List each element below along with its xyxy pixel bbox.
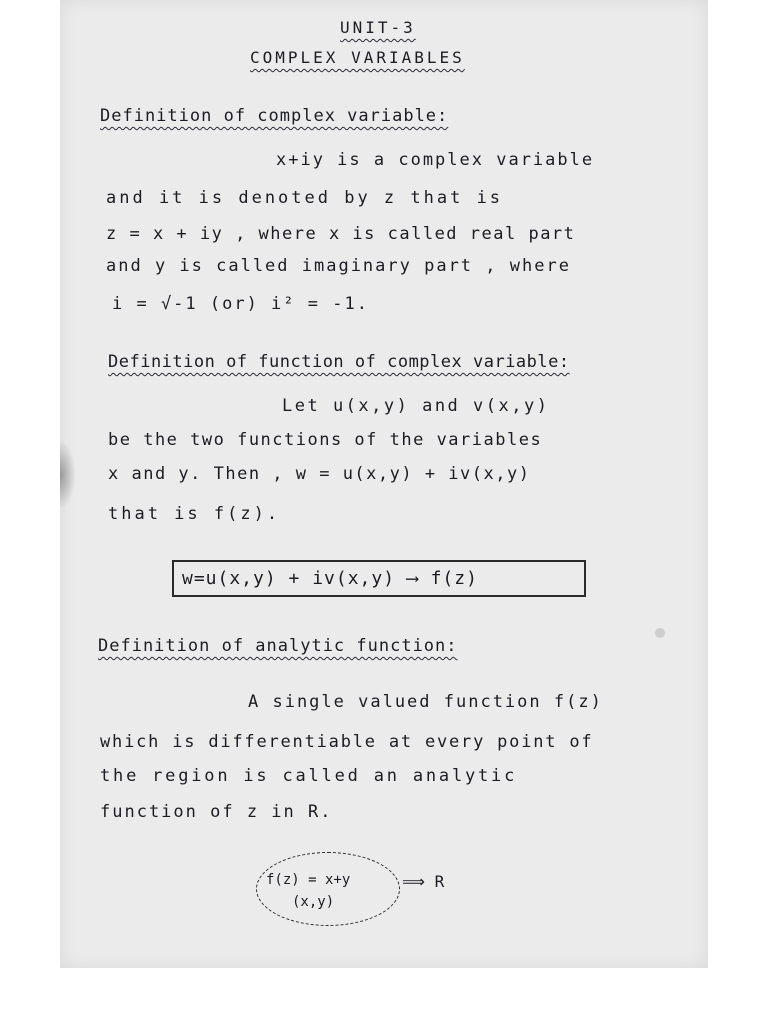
section3-line-1: A single valued function f(z) (248, 692, 603, 712)
subject-title: COMPLEX VARIABLES (250, 48, 465, 67)
section1-line-3: z = x + iy , where x is called real part (106, 224, 576, 244)
unit-title: UNIT-3 (340, 18, 416, 37)
section1-line-1: x+iy is a complex variable (276, 150, 595, 170)
section3-line-2: which is differentiable at every point of (100, 732, 594, 752)
notebook-page (60, 0, 708, 968)
section2-line-1: Let u(x,y) and v(x,y) (282, 396, 550, 416)
section2-line-4: that is f(z). (108, 504, 281, 524)
cloud-shape (256, 852, 400, 926)
section3-line-3: the region is called an analytic (100, 766, 518, 786)
boxed-formula: w=u(x,y) + iv(x,y) ⟶ f(z) (172, 560, 586, 597)
section3-line-4: function of z in R. (100, 802, 333, 822)
cloud-xy: (x,y) (292, 894, 335, 910)
section1-heading: Definition of complex variable: (100, 106, 449, 126)
cloud-formula: f(z) = x+y (266, 872, 351, 888)
section1-line-5: i = √-1 (or) i² = -1. (112, 294, 369, 314)
page-edge-shadow (60, 440, 76, 510)
section2-line-3: x and y. Then , w = u(x,y) + iv(x,y) (108, 464, 531, 484)
cloud-arrow-r: ⟹ R (402, 872, 445, 891)
section2-line-2: be the two functions of the variables (108, 430, 543, 450)
section1-line-2: and it is denoted by z that is (106, 188, 504, 208)
section1-line-4: and y is called imaginary part , where (106, 256, 571, 276)
ink-smudge (655, 628, 665, 638)
section2-heading: Definition of function of complex variable: (108, 352, 570, 372)
section3-heading: Definition of analytic function: (98, 636, 458, 656)
